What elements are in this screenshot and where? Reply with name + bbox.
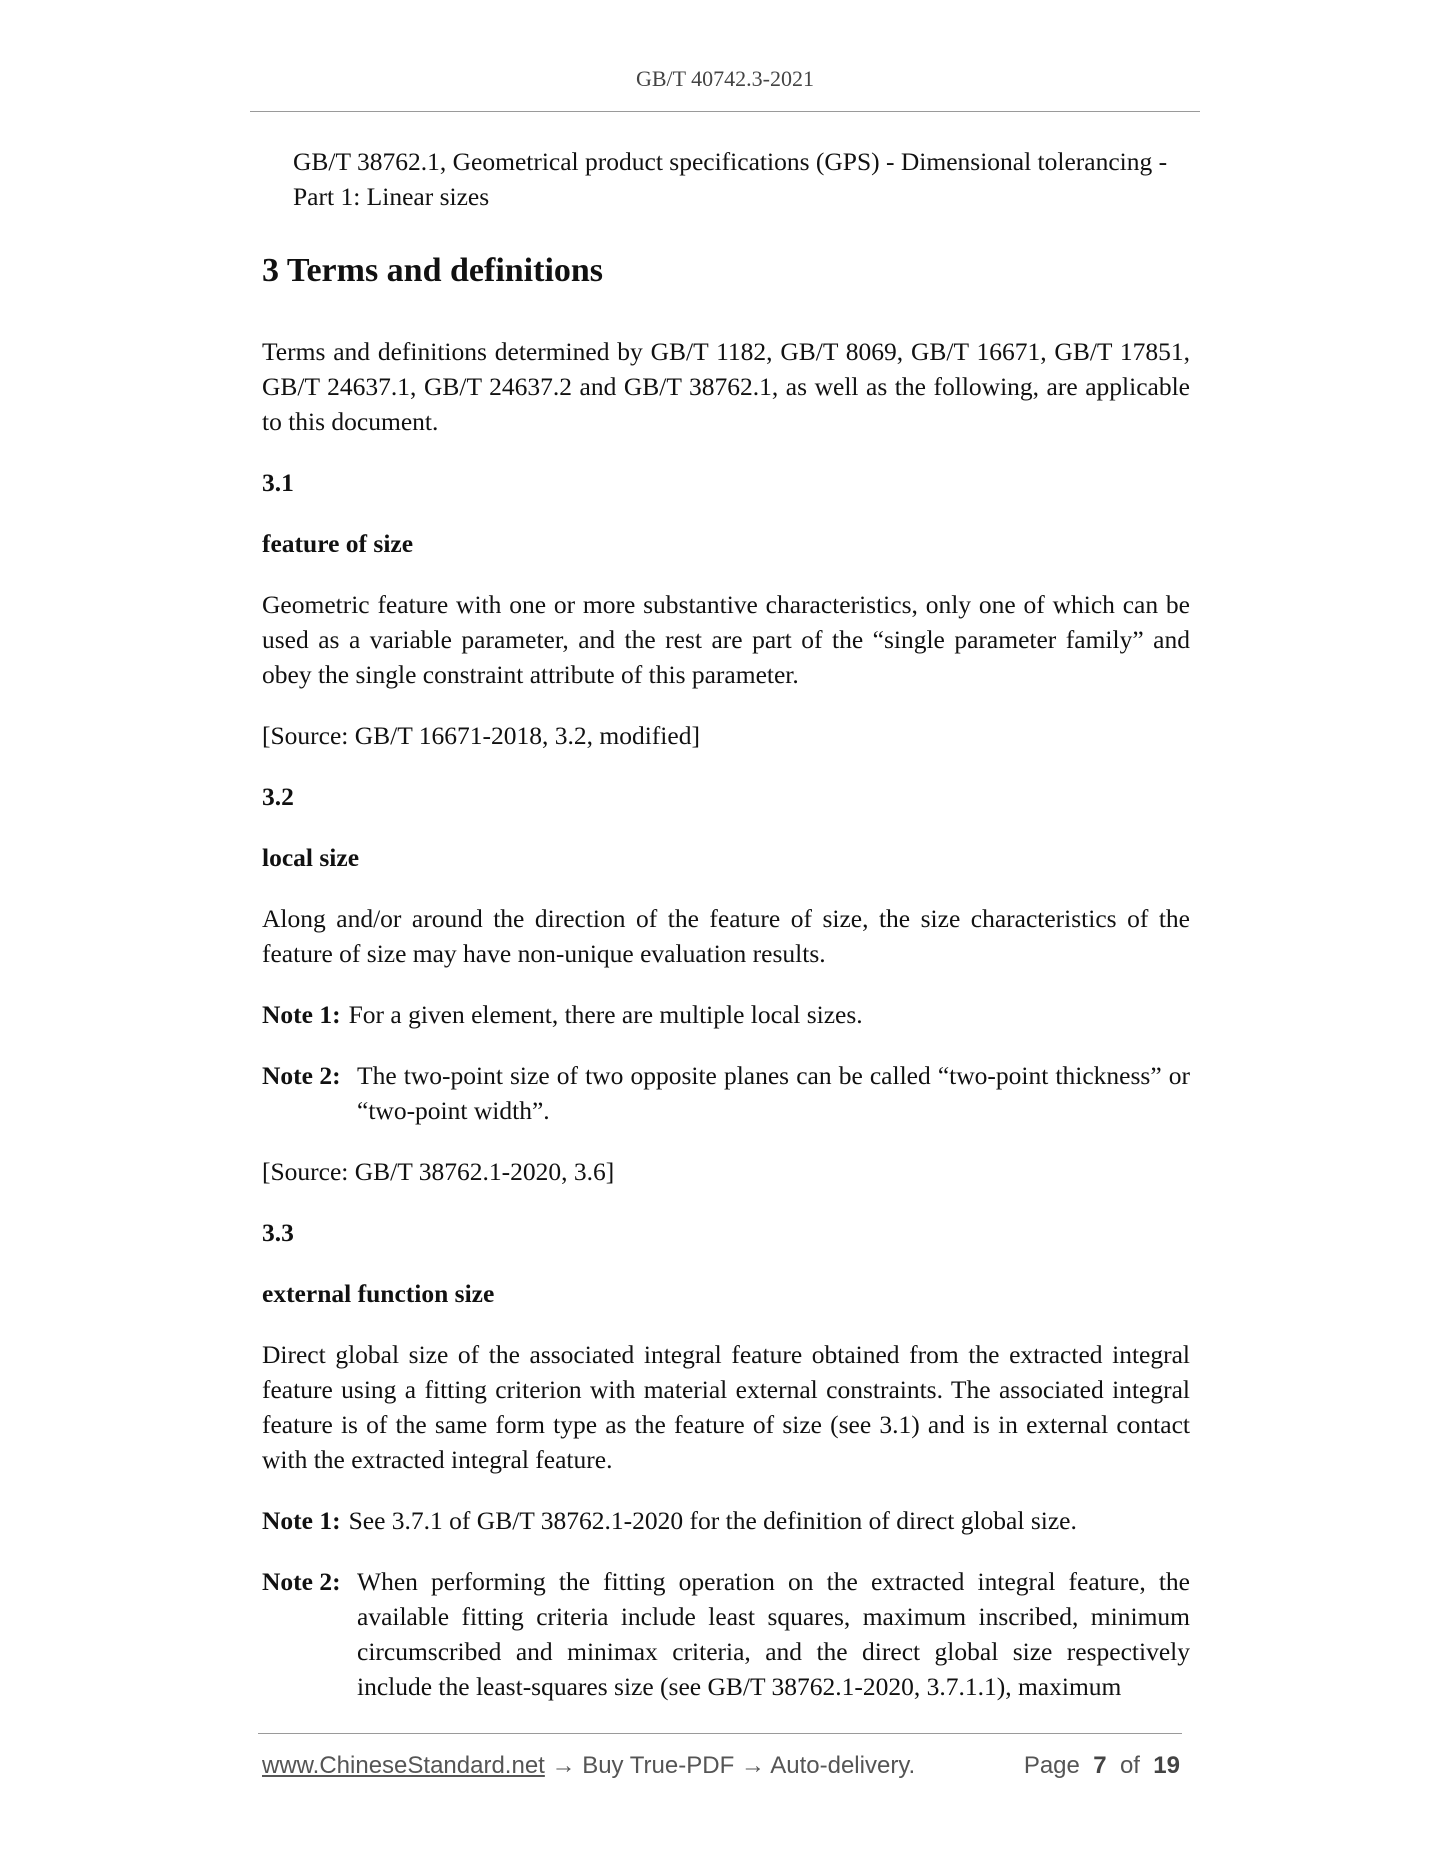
note-text: See 3.7.1 of GB/T 38762.1-2020 for the definition of direct global size. xyxy=(348,1506,1077,1535)
page-total: 19 xyxy=(1153,1752,1180,1779)
arrow-icon: → xyxy=(740,1752,765,1779)
website-link[interactable]: www.ChineseStandard.net xyxy=(262,1752,545,1779)
term-note xyxy=(262,1058,1190,1128)
term-name: local size xyxy=(262,843,360,872)
term-definition: Along and/or around the direction of the feature of size, the size characteristics of the feature of size may have non-unique evaluation results. xyxy=(262,904,1190,968)
document-header-title: GB/T 40742.3-2021 xyxy=(635,66,815,91)
page-indicator xyxy=(1024,1752,1180,1780)
term-name: feature of size xyxy=(262,529,414,558)
term-number: 3.2 xyxy=(262,782,294,811)
page-of: of xyxy=(1119,1752,1140,1779)
header-divider xyxy=(250,111,1200,112)
note-text: When performing the fitting operation on the extracted integral feature, the available fitting criteria include least squares, maximum inscribed, minimum circumscribed and minimax criteria, and the direct global size respectively include the least-squares size (see GB/T 38762.1-2020, 3.7.1.1), maximum xyxy=(357,1567,1190,1701)
note-label: Note 1: xyxy=(262,1506,341,1535)
page-current: 7 xyxy=(1093,1752,1107,1779)
auto-delivery-text: Auto-delivery. xyxy=(770,1752,916,1779)
page-footer xyxy=(262,1752,1182,1786)
buy-true-pdf-text: Buy True-PDF xyxy=(582,1752,735,1779)
note-text: The two-point size of two opposite planes can be called “two-point thickness” or “two-point width”. xyxy=(357,1061,1190,1125)
term-source: [Source: GB/T 38762.1-2020, 3.6] xyxy=(262,1157,615,1186)
note-label: Note 2: xyxy=(262,1061,341,1090)
note-label: Note 2: xyxy=(262,1567,341,1596)
term-note xyxy=(262,997,1190,1032)
arrow-icon: → xyxy=(551,1752,576,1779)
section-intro: Terms and definitions determined by GB/T 1182, GB/T 8069, GB/T 16671, GB/T 17851, GB/T 24637.1, GB/T 24637.2 and GB/T 38762.1, as well as the following, are applicable to this document. xyxy=(262,337,1190,436)
term-note xyxy=(262,1503,1190,1538)
term-note xyxy=(262,1564,1190,1704)
term-definition: Direct global size of the associated integral feature obtained from the extracted integral feature using a fitting criterion with material external constraints. The associated integral feature is of the same form type as the feature of size (see 3.1) and is in external contact with the extracted integral feature. xyxy=(262,1340,1190,1474)
note-text: For a given element, there are multiple local sizes. xyxy=(348,1000,863,1029)
section-heading: 3 Terms and definitions xyxy=(262,252,604,289)
page-label: Page xyxy=(1023,1752,1080,1779)
footer-promo xyxy=(262,1752,915,1780)
term-number: 3.3 xyxy=(262,1218,294,1247)
normative-reference: GB/T 38762.1, Geometrical product specifications (GPS) - Dimensional tolerancing - Part 1: Linear sizes xyxy=(293,147,1168,211)
footer-divider xyxy=(258,1733,1182,1734)
term-source: [Source: GB/T 16671-2018, 3.2, modified] xyxy=(262,721,700,750)
term-name: external function size xyxy=(262,1279,495,1308)
term-number: 3.1 xyxy=(262,468,294,497)
note-label: Note 1: xyxy=(262,1000,341,1029)
term-definition: Geometric feature with one or more substantive characteristics, only one of which can be used as a variable parameter, and the rest are part of the “single parameter family” and obey the single constraint attribute of this parameter. xyxy=(262,590,1190,689)
page-content xyxy=(262,144,1190,1730)
